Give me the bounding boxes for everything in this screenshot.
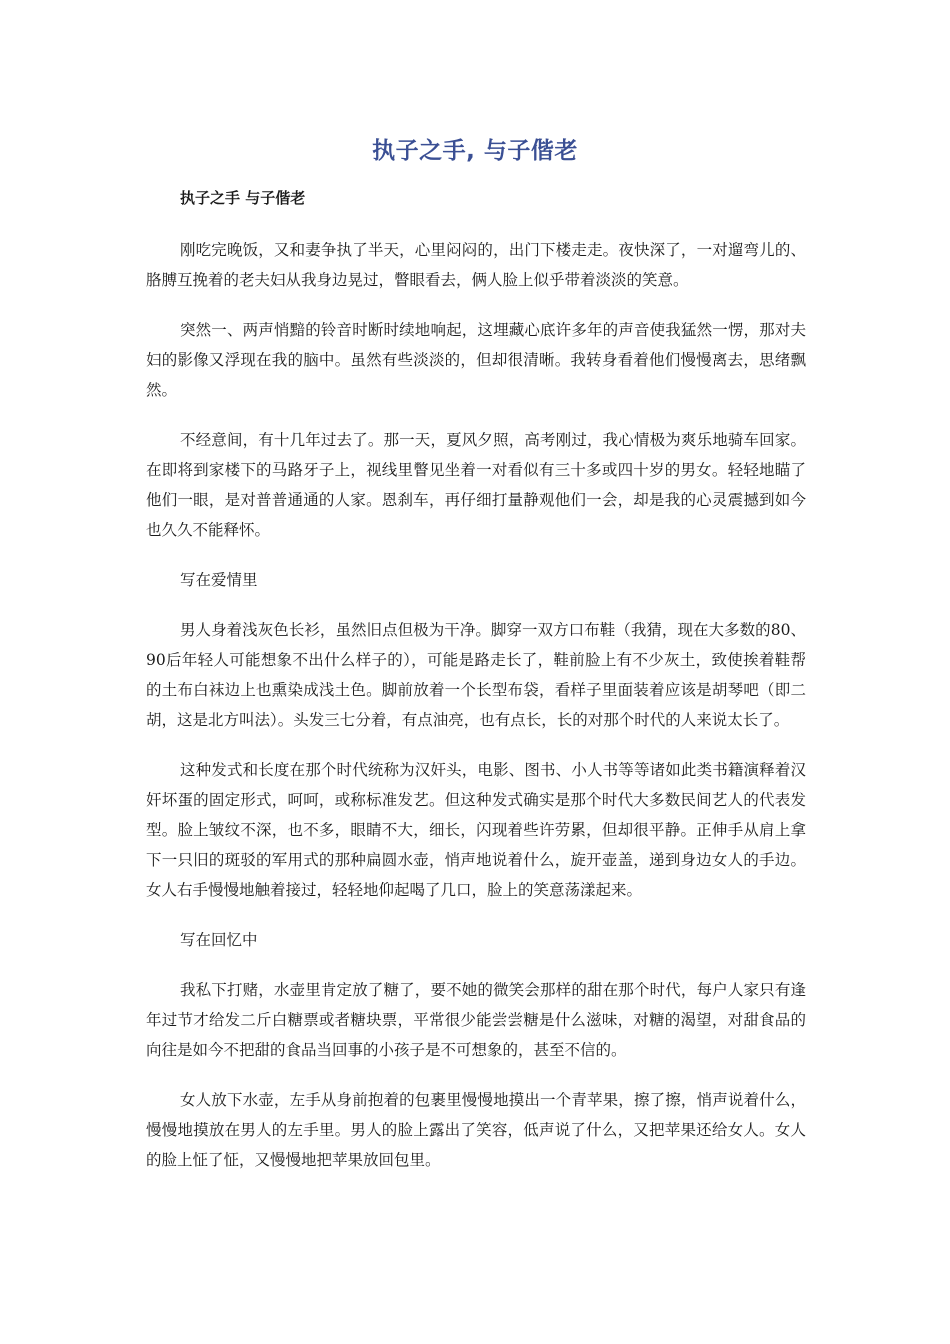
- document-title: 执子之手, 与子偕老: [372, 138, 578, 164]
- paragraph-5: 这种发式和长度在那个时代统称为汉奸头，电影、图书、小人书等等诸如此类书籍演释着汉奸坏蛋的固定形式，呵呵，或称标准发艺。但这种发式确实是那个时代大多数民间艺人的代表发型。脸上皱纹不深，也不多，眼睛不大，细长，闪现着些许劳累，但却很平静。正伸手从肩上拿下一只旧的斑驳的军用式的那种扁圆水壶，悄声地说着什么，旋开壶盖，递到身边女人的手边。女人右手慢慢地触着接过，轻轻地仰起喝了几口，脸上的笑意荡漾起来。: [146, 761, 806, 899]
- document-body: [146, 184, 806, 1195]
- paragraph-2: 突然一、两声悄黯的铃音时断时续地响起，这埋藏心底许多年的声音使我猛然一愣，那对夫妇的影像又浮现在我的脑中。虽然有些淡淡的，但却很清晰。我转身看着他们慢慢离去，思绪飘然。: [146, 321, 806, 399]
- paragraph-7: 女人放下水壶，左手从身前抱着的包裹里慢慢地摸出一个青苹果，擦了擦，悄声说着什么，慢慢地摸放在男人的左手里。男人的脸上露出了笑容，低声说了什么，又把苹果还给女人。女人的脸上怔了怔，又慢慢地把苹果放回包里。: [146, 1091, 806, 1169]
- section-label-memory: 写在回忆中: [180, 931, 258, 949]
- paragraph-6: 我私下打赌，水壶里肯定放了糖了，要不她的微笑会那样的甜在那个时代，每户人家只有逢年过节才给发二斤白糖票或者糖块票，平常很少能尝尝糖是什么滋味，对糖的渴望，对甜食品的向往是如今不把甜的食品当回事的小孩子是不可想象的，甚至不信的。: [146, 981, 806, 1059]
- paragraph-3: 不经意间，有十几年过去了。那一天，夏风夕照，高考刚过，我心情极为爽乐地骑车回家。在即将到家楼下的马路牙子上，视线里瞥见坐着一对看似有三十多或四十岁的男女。轻轻地瞄了他们一眼，是对普普通通的人家。恩刹车，再仔细打量静观他们一会，却是我的心灵震撼到如今也久久不能释怀。: [146, 431, 806, 539]
- paragraph-4: 男人身着浅灰色长衫，虽然旧点但极为干净。脚穿一双方口布鞋（我猜，现在大多数的80、90后年轻人可能想象不出什么样子的），可能是路走长了，鞋前脸上有不少灰土，致使挨着鞋帮的土布白袜边上也熏染成浅土色。脚前放着一个长型布袋，看样子里面装着应该是胡琴吧（即二胡，这是北方叫法）。头发三七分着，有点油亮，也有点长，长的对那个时代的人来说太长了。: [146, 621, 806, 729]
- section-label-love: 写在爱情里: [180, 571, 258, 589]
- document-subtitle: 执子之手 与子偕老: [180, 189, 306, 207]
- paragraph-1: 刚吃完晚饭，又和妻争执了半天，心里闷闷的，出门下楼走走。夜快深了，一对遛弯儿的、胳膊互挽着的老夫妇从我身边晃过，瞥眼看去，俩人脸上似乎带着淡淡的笑意。: [146, 241, 806, 289]
